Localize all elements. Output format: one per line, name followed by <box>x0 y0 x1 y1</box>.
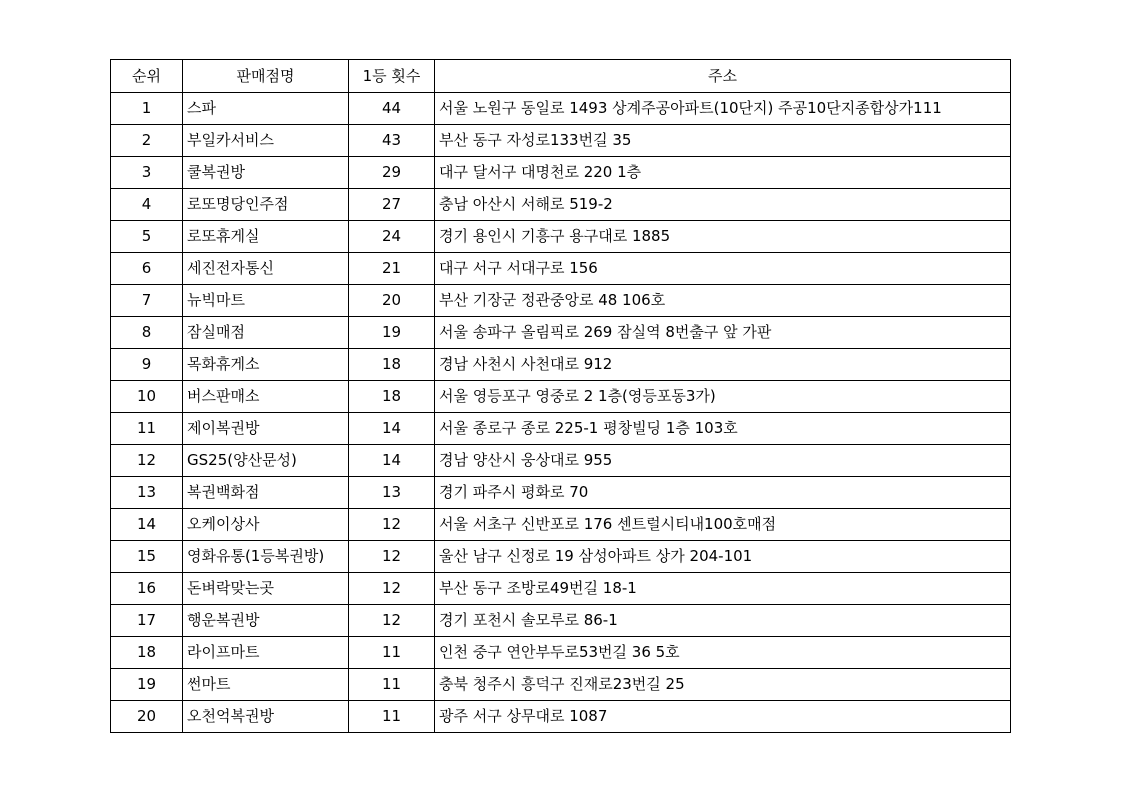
first-prize-count-cell: 27 <box>349 189 435 221</box>
rank-cell: 18 <box>111 637 183 669</box>
table-body <box>111 93 1011 733</box>
store-name-cell: 행운복권방 <box>183 605 349 637</box>
store-name-cell: 오천억복권방 <box>183 701 349 733</box>
store-name-cell: 뉴빅마트 <box>183 285 349 317</box>
store-name-cell: 돈벼락맞는곳 <box>183 573 349 605</box>
header-store-name: 판매점명 <box>183 60 349 93</box>
rank-cell: 17 <box>111 605 183 637</box>
store-name-cell: 썬마트 <box>183 669 349 701</box>
table-row <box>111 669 1011 701</box>
address-cell: 충북 청주시 흥덕구 진재로23번길 25 <box>435 669 1011 701</box>
address-cell: 서울 영등포구 영중로 2 1층(영등포동3가) <box>435 381 1011 413</box>
address-cell: 서울 서초구 신반포로 176 센트럴시티내100호매점 <box>435 509 1011 541</box>
rank-cell: 6 <box>111 253 183 285</box>
first-prize-count-cell: 20 <box>349 285 435 317</box>
table-row <box>111 253 1011 285</box>
table-row <box>111 349 1011 381</box>
table-row <box>111 477 1011 509</box>
address-cell: 광주 서구 상무대로 1087 <box>435 701 1011 733</box>
store-name-cell: 제이복권방 <box>183 413 349 445</box>
rank-cell: 12 <box>111 445 183 477</box>
table-row <box>111 93 1011 125</box>
first-prize-count-cell: 11 <box>349 669 435 701</box>
rank-cell: 1 <box>111 93 183 125</box>
lottery-store-ranking-table <box>110 59 1011 733</box>
rank-cell: 3 <box>111 157 183 189</box>
table-row <box>111 541 1011 573</box>
store-name-cell: 버스판매소 <box>183 381 349 413</box>
address-cell: 울산 남구 신정로 19 삼성아파트 상가 204-101 <box>435 541 1011 573</box>
store-name-cell: 라이프마트 <box>183 637 349 669</box>
store-name-cell: 스파 <box>183 93 349 125</box>
rank-cell: 19 <box>111 669 183 701</box>
first-prize-count-cell: 13 <box>349 477 435 509</box>
first-prize-count-cell: 21 <box>349 253 435 285</box>
rank-cell: 9 <box>111 349 183 381</box>
table-row <box>111 189 1011 221</box>
table-row <box>111 637 1011 669</box>
rank-cell: 14 <box>111 509 183 541</box>
address-cell: 경기 파주시 평화로 70 <box>435 477 1011 509</box>
lottery-store-ranking-sheet <box>110 59 1011 733</box>
header-address: 주소 <box>435 60 1011 93</box>
store-name-cell: 오케이상사 <box>183 509 349 541</box>
first-prize-count-cell: 11 <box>349 637 435 669</box>
first-prize-count-cell: 11 <box>349 701 435 733</box>
rank-cell: 16 <box>111 573 183 605</box>
address-cell: 대구 서구 서대구로 156 <box>435 253 1011 285</box>
first-prize-count-cell: 43 <box>349 125 435 157</box>
table-row <box>111 509 1011 541</box>
first-prize-count-cell: 44 <box>349 93 435 125</box>
address-cell: 경기 포천시 솔모루로 86-1 <box>435 605 1011 637</box>
address-cell: 부산 동구 자성로133번길 35 <box>435 125 1011 157</box>
header-rank: 순위 <box>111 60 183 93</box>
rank-cell: 10 <box>111 381 183 413</box>
store-name-cell: 로또명당인주점 <box>183 189 349 221</box>
store-name-cell: 쿨복권방 <box>183 157 349 189</box>
header-first-prize-count: 1등 횟수 <box>349 60 435 93</box>
table-row <box>111 125 1011 157</box>
first-prize-count-cell: 14 <box>349 413 435 445</box>
address-cell: 서울 종로구 종로 225-1 평창빌딩 1층 103호 <box>435 413 1011 445</box>
store-name-cell: 잠실매점 <box>183 317 349 349</box>
address-cell: 부산 기장군 정관중앙로 48 106호 <box>435 285 1011 317</box>
address-cell: 서울 노원구 동일로 1493 상계주공아파트(10단지) 주공10단지종합상가111 <box>435 93 1011 125</box>
address-cell: 경기 용인시 기흥구 용구대로 1885 <box>435 221 1011 253</box>
first-prize-count-cell: 12 <box>349 509 435 541</box>
first-prize-count-cell: 12 <box>349 573 435 605</box>
table-header-row <box>111 60 1011 93</box>
rank-cell: 13 <box>111 477 183 509</box>
store-name-cell: GS25(양산문성) <box>183 445 349 477</box>
first-prize-count-cell: 12 <box>349 605 435 637</box>
store-name-cell: 부일카서비스 <box>183 125 349 157</box>
rank-cell: 20 <box>111 701 183 733</box>
first-prize-count-cell: 14 <box>349 445 435 477</box>
first-prize-count-cell: 12 <box>349 541 435 573</box>
rank-cell: 4 <box>111 189 183 221</box>
address-cell: 대구 달서구 대명천로 220 1층 <box>435 157 1011 189</box>
table-row <box>111 445 1011 477</box>
table-row <box>111 285 1011 317</box>
address-cell: 인천 중구 연안부두로53번길 36 5호 <box>435 637 1011 669</box>
table-row <box>111 413 1011 445</box>
table-row <box>111 605 1011 637</box>
table-row <box>111 381 1011 413</box>
table-row <box>111 221 1011 253</box>
store-name-cell: 영화유통(1등복권방) <box>183 541 349 573</box>
store-name-cell: 로또휴게실 <box>183 221 349 253</box>
rank-cell: 5 <box>111 221 183 253</box>
rank-cell: 11 <box>111 413 183 445</box>
store-name-cell: 목화휴게소 <box>183 349 349 381</box>
address-cell: 경남 사천시 사천대로 912 <box>435 349 1011 381</box>
table-row <box>111 701 1011 733</box>
store-name-cell: 세진전자통신 <box>183 253 349 285</box>
table-row <box>111 573 1011 605</box>
first-prize-count-cell: 24 <box>349 221 435 253</box>
store-name-cell: 복권백화점 <box>183 477 349 509</box>
rank-cell: 15 <box>111 541 183 573</box>
address-cell: 서울 송파구 올림픽로 269 잠실역 8번출구 앞 가판 <box>435 317 1011 349</box>
table-row <box>111 317 1011 349</box>
first-prize-count-cell: 29 <box>349 157 435 189</box>
rank-cell: 2 <box>111 125 183 157</box>
address-cell: 부산 동구 조방로49번길 18-1 <box>435 573 1011 605</box>
address-cell: 경남 양산시 웅상대로 955 <box>435 445 1011 477</box>
address-cell: 충남 아산시 서해로 519-2 <box>435 189 1011 221</box>
table-row <box>111 157 1011 189</box>
first-prize-count-cell: 19 <box>349 317 435 349</box>
rank-cell: 8 <box>111 317 183 349</box>
first-prize-count-cell: 18 <box>349 381 435 413</box>
first-prize-count-cell: 18 <box>349 349 435 381</box>
rank-cell: 7 <box>111 285 183 317</box>
